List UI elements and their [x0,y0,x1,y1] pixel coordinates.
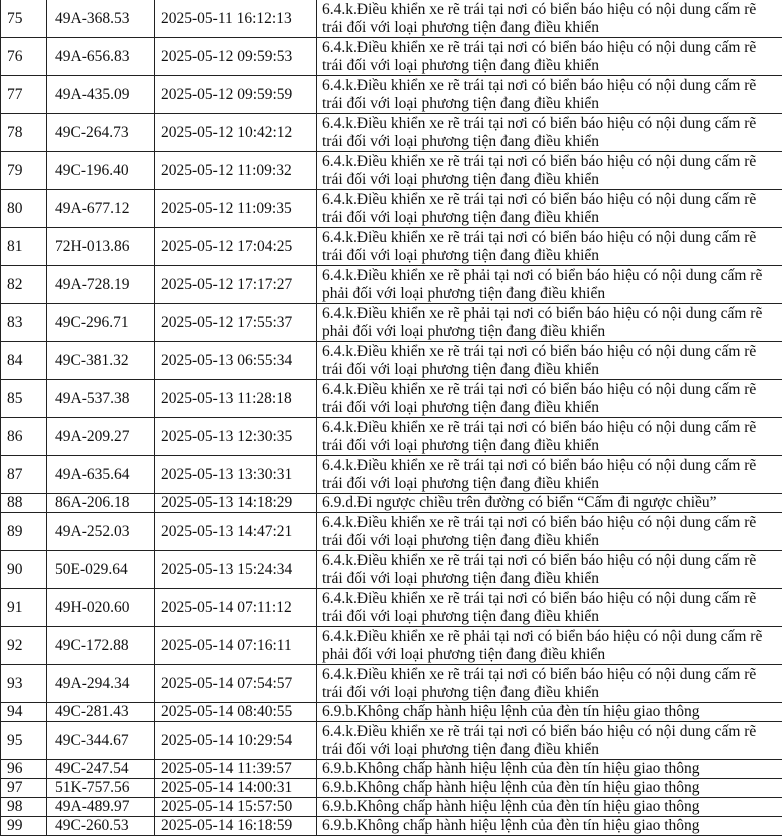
license-plate: 49C-172.88 [47,627,155,665]
violation-description: 6.4.k.Điều khiển xe rẽ trái tại nơi có biển báo hiệu có nội dung cấm rẽ trái đối với loại phương tiện đang điều khiển [317,152,782,190]
violation-time: 2025-05-14 16:18:59 [155,817,317,836]
violation-time: 2025-05-12 17:04:25 [155,228,317,266]
row-number: 94 [1,703,47,722]
row-number: 83 [1,304,47,342]
table-row [1,798,782,817]
license-plate: 49A-489.97 [47,798,155,817]
table-row [1,551,782,589]
license-plate: 49C-381.32 [47,342,155,380]
violation-time: 2025-05-12 09:59:53 [155,38,317,76]
violation-time: 2025-05-14 07:11:12 [155,589,317,627]
license-plate: 72H-013.86 [47,228,155,266]
violation-description: 6.9.b.Không chấp hành hiệu lệnh của đèn tín hiệu giao thông [317,798,782,817]
table-row [1,380,782,418]
license-plate: 49A-656.83 [47,38,155,76]
license-plate: 49A-252.03 [47,513,155,551]
violation-description: 6.4.k.Điều khiển xe rẽ trái tại nơi có biển báo hiệu có nội dung cấm rẽ trái đối với loại phương tiện đang điều khiển [317,0,782,38]
violation-time: 2025-05-14 10:29:54 [155,722,317,760]
row-number: 92 [1,627,47,665]
violation-description: 6.4.k.Điều khiển xe rẽ trái tại nơi có biển báo hiệu có nội dung cấm rẽ trái đối với loại phương tiện đang điều khiển [317,342,782,380]
table-row [1,418,782,456]
table-row [1,456,782,494]
row-number: 99 [1,817,47,836]
violation-time: 2025-05-13 14:47:21 [155,513,317,551]
license-plate: 49A-435.09 [47,76,155,114]
violation-time: 2025-05-12 11:09:35 [155,190,317,228]
row-number: 78 [1,114,47,152]
row-number: 90 [1,551,47,589]
table-row [1,76,782,114]
violations-table-body [1,0,782,836]
row-number: 98 [1,798,47,817]
violation-time: 2025-05-13 06:55:34 [155,342,317,380]
violation-time: 2025-05-12 17:17:27 [155,266,317,304]
license-plate: 49A-537.38 [47,380,155,418]
row-number: 76 [1,38,47,76]
violation-description: 6.4.k.Điều khiển xe rẽ trái tại nơi có biển báo hiệu có nội dung cấm rẽ trái đối với loại phương tiện đang điều khiển [317,114,782,152]
violation-description: 6.4.k.Điều khiển xe rẽ trái tại nơi có biển báo hiệu có nội dung cấm rẽ trái đối với loại phương tiện đang điều khiển [317,665,782,703]
license-plate: 49A-728.19 [47,266,155,304]
license-plate: 49H-020.60 [47,589,155,627]
table-row [1,589,782,627]
violation-time: 2025-05-13 14:18:29 [155,494,317,513]
violation-time: 2025-05-13 11:28:18 [155,380,317,418]
violation-time: 2025-05-13 15:24:34 [155,551,317,589]
violation-description: 6.4.k.Điều khiển xe rẽ trái tại nơi có biển báo hiệu có nội dung cấm rẽ trái đối với loại phương tiện đang điều khiển [317,551,782,589]
table-row [1,0,782,38]
violation-description: 6.4.k.Điều khiển xe rẽ phải tại nơi có biển báo hiệu có nội dung cấm rẽ phải đối với loại phương tiện đang điều khiển [317,304,782,342]
violation-description: 6.4.k.Điều khiển xe rẽ trái tại nơi có biển báo hiệu có nội dung cấm rẽ trái đối với loại phương tiện đang điều khiển [317,38,782,76]
license-plate: 49C-260.53 [47,817,155,836]
table-row [1,627,782,665]
table-row [1,190,782,228]
license-plate: 49A-635.64 [47,456,155,494]
license-plate: 49A-368.53 [47,0,155,38]
row-number: 84 [1,342,47,380]
violation-description: 6.9.b.Không chấp hành hiệu lệnh của đèn tín hiệu giao thông [317,760,782,779]
table-row [1,513,782,551]
row-number: 86 [1,418,47,456]
row-number: 85 [1,380,47,418]
violation-description: 6.4.k.Điều khiển xe rẽ trái tại nơi có biển báo hiệu có nội dung cấm rẽ trái đối với loại phương tiện đang điều khiển [317,589,782,627]
table-row [1,114,782,152]
table-row [1,342,782,380]
row-number: 93 [1,665,47,703]
row-number: 81 [1,228,47,266]
table-row [1,304,782,342]
row-number: 77 [1,76,47,114]
violation-description: 6.4.k.Điều khiển xe rẽ trái tại nơi có biển báo hiệu có nội dung cấm rẽ trái đối với loại phương tiện đang điều khiển [317,722,782,760]
violation-time: 2025-05-14 07:16:11 [155,627,317,665]
row-number: 91 [1,589,47,627]
violation-time: 2025-05-14 14:00:31 [155,779,317,798]
table-row [1,38,782,76]
row-number: 97 [1,779,47,798]
violation-description: 6.4.k.Điều khiển xe rẽ phải tại nơi có biển báo hiệu có nội dung cấm rẽ phải đối với loại phương tiện đang điều khiển [317,627,782,665]
table-row [1,722,782,760]
violation-description: 6.4.k.Điều khiển xe rẽ trái tại nơi có biển báo hiệu có nội dung cấm rẽ trái đối với loại phương tiện đang điều khiển [317,190,782,228]
table-row [1,266,782,304]
table-row [1,817,782,836]
license-plate: 49A-209.27 [47,418,155,456]
table-row [1,228,782,266]
violation-description: 6.4.k.Điều khiển xe rẽ phải tại nơi có biển báo hiệu có nội dung cấm rẽ phải đối với loại phương tiện đang điều khiển [317,266,782,304]
license-plate: 86A-206.18 [47,494,155,513]
violation-time: 2025-05-13 13:30:31 [155,456,317,494]
table-row [1,152,782,190]
violation-time: 2025-05-12 09:59:59 [155,76,317,114]
violation-time: 2025-05-14 11:39:57 [155,760,317,779]
license-plate: 49C-264.73 [47,114,155,152]
license-plate: 49C-281.43 [47,703,155,722]
violation-description: 6.4.k.Điều khiển xe rẽ trái tại nơi có biển báo hiệu có nội dung cấm rẽ trái đối với loại phương tiện đang điều khiển [317,228,782,266]
license-plate: 51K-757.56 [47,779,155,798]
table-row [1,494,782,513]
violation-time: 2025-05-12 11:09:32 [155,152,317,190]
row-number: 89 [1,513,47,551]
violation-description: 6.4.k.Điều khiển xe rẽ trái tại nơi có biển báo hiệu có nội dung cấm rẽ trái đối với loại phương tiện đang điều khiển [317,76,782,114]
violation-time: 2025-05-11 16:12:13 [155,0,317,38]
row-number: 80 [1,190,47,228]
violation-time: 2025-05-14 15:57:50 [155,798,317,817]
row-number: 88 [1,494,47,513]
row-number: 75 [1,0,47,38]
table-row [1,703,782,722]
license-plate: 49C-196.40 [47,152,155,190]
violation-description: 6.9.b.Không chấp hành hiệu lệnh của đèn tín hiệu giao thông [317,703,782,722]
violation-time: 2025-05-13 12:30:35 [155,418,317,456]
row-number: 82 [1,266,47,304]
violation-time: 2025-05-12 10:42:12 [155,114,317,152]
violation-description: 6.4.k.Điều khiển xe rẽ trái tại nơi có biển báo hiệu có nội dung cấm rẽ trái đối với loại phương tiện đang điều khiển [317,513,782,551]
license-plate: 49C-247.54 [47,760,155,779]
violation-description: 6.4.k.Điều khiển xe rẽ trái tại nơi có biển báo hiệu có nội dung cấm rẽ trái đối với loại phương tiện đang điều khiển [317,456,782,494]
table-row [1,665,782,703]
license-plate: 49C-296.71 [47,304,155,342]
violation-description: 6.9.b.Không chấp hành hiệu lệnh của đèn tín hiệu giao thông [317,779,782,798]
license-plate: 50E-029.64 [47,551,155,589]
violation-description: 6.4.k.Điều khiển xe rẽ trái tại nơi có biển báo hiệu có nội dung cấm rẽ trái đối với loại phương tiện đang điều khiển [317,418,782,456]
violation-time: 2025-05-12 17:55:37 [155,304,317,342]
violation-time: 2025-05-14 08:40:55 [155,703,317,722]
license-plate: 49A-294.34 [47,665,155,703]
violation-time: 2025-05-14 07:54:57 [155,665,317,703]
violation-description: 6.9.b.Không chấp hành hiệu lệnh của đèn tín hiệu giao thông [317,817,782,836]
table-row [1,779,782,798]
violation-description: 6.4.k.Điều khiển xe rẽ trái tại nơi có biển báo hiệu có nội dung cấm rẽ trái đối với loại phương tiện đang điều khiển [317,380,782,418]
license-plate: 49A-677.12 [47,190,155,228]
license-plate: 49C-344.67 [47,722,155,760]
row-number: 79 [1,152,47,190]
violation-description: 6.9.d.Đi ngược chiều trên đường có biển “Cấm đi ngược chiều” [317,494,782,513]
row-number: 87 [1,456,47,494]
row-number: 95 [1,722,47,760]
table-row [1,760,782,779]
row-number: 96 [1,760,47,779]
